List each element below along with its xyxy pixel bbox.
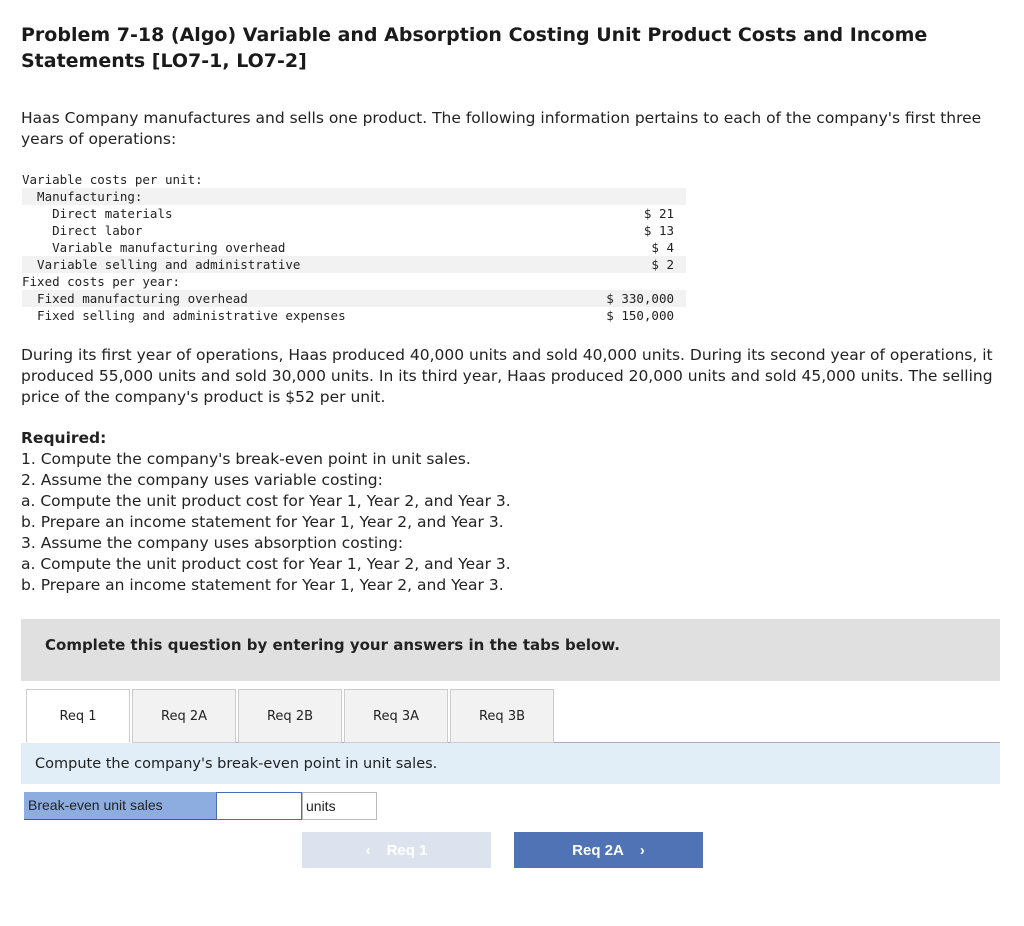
prev-button[interactable]: ‹ Req 1	[302, 832, 491, 868]
required-list: 1. Compute the company's break-even point in unit sales. 2. Assume the company uses variable costing: a. Compute the unit product cost for Year 1, Year 2, and Year 3. b. Prepare an income statement for Year 1, Year 2, and Year 3. 3. Assume the company uses absorption costing: a. Compute the unit product cost for Year 1, Year 2, and Year 3. b. Prepare an income statement for Year 1, Year 2, and Year 3.	[21, 450, 511, 594]
table-row: Manufacturing:	[22, 188, 686, 205]
tab-req-3a[interactable]: Req 3A	[344, 689, 448, 743]
table-row: Fixed selling and administrative expenses $ 150,000	[22, 308, 674, 323]
answer-label: Break-even unit sales	[24, 792, 216, 820]
table-row: Variable selling and administrative $ 2	[22, 256, 686, 273]
break-even-input[interactable]	[216, 792, 302, 820]
chevron-right-icon: ›	[639, 841, 645, 859]
table-row: Fixed costs per year:	[22, 274, 181, 289]
unit-label: units	[302, 792, 377, 820]
page-title: Problem 7-18 (Algo) Variable and Absorption Costing Unit Product Costs and Income Statements [LO7-1, LO7-2]	[21, 24, 928, 72]
required-heading: Required:	[21, 429, 107, 447]
operations-text: During its first year of operations, Haas produced 40,000 units and sold 40,000 units. During its second year of operations, it produced 55,000 units and sold 30,000 units. In its third year, Haas produced 20,000 units and sold 45,000 units. The selling price of the company's product is $52 per unit.	[21, 346, 993, 406]
answer-row	[24, 792, 377, 820]
cost-table	[22, 171, 686, 324]
table-row: Fixed manufacturing overhead $ 330,000	[22, 290, 686, 307]
tab-req-3b[interactable]: Req 3B	[450, 689, 554, 743]
table-row: Direct labor $ 13	[22, 223, 674, 238]
table-row: Variable manufacturing overhead $ 4	[22, 240, 674, 255]
chevron-left-icon: ‹	[365, 841, 371, 859]
tab-req-1[interactable]: Req 1	[26, 689, 130, 743]
tab-req-2a[interactable]: Req 2A	[132, 689, 236, 743]
instructions-banner: Complete this question by entering your answers in the tabs below.	[21, 619, 1000, 681]
tab-req-2b[interactable]: Req 2B	[238, 689, 342, 743]
table-row: Variable costs per unit:	[22, 172, 203, 187]
next-button[interactable]: Req 2A ›	[514, 832, 703, 868]
table-row: Direct materials $ 21	[22, 206, 674, 221]
tab-instruction: Compute the company's break-even point in unit sales.	[21, 743, 1000, 784]
tab-bar	[26, 689, 554, 743]
intro-text: Haas Company manufactures and sells one product. The following information pertains to each of the company's first three years of operations:	[21, 109, 982, 148]
